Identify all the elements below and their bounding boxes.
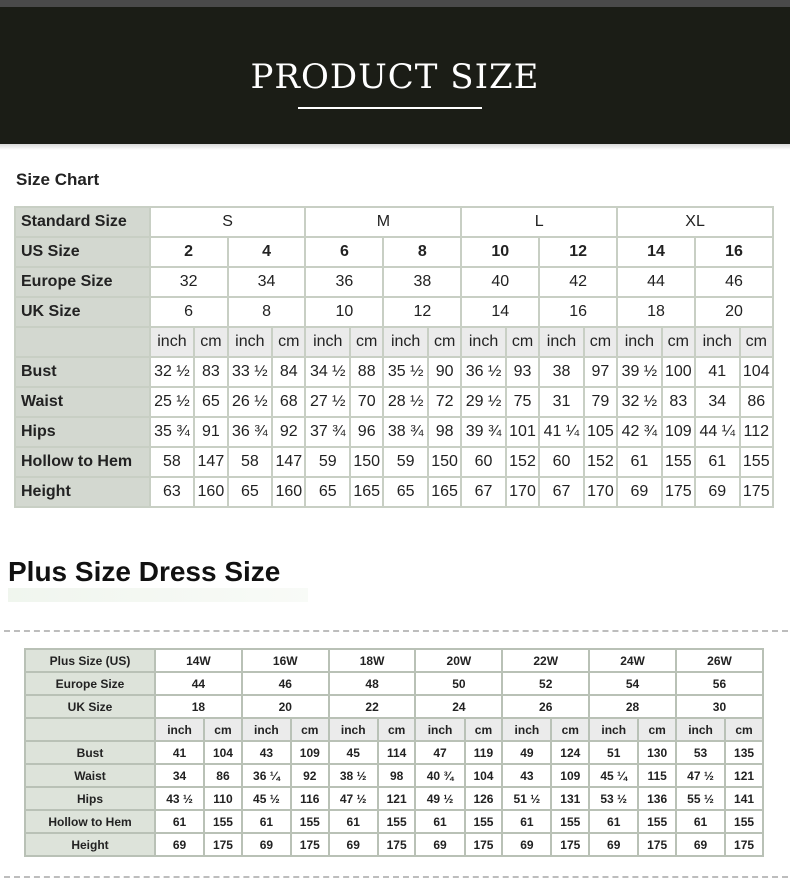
measurement-value: 59	[305, 447, 350, 477]
plus-size-heading: Plus Size Dress Size	[8, 556, 281, 587]
measurement-value: 160	[194, 477, 227, 507]
measurement-value: 91	[194, 417, 227, 447]
plus-measurement-value: 175	[291, 833, 329, 856]
plus-uk-size-cell: 28	[589, 695, 676, 718]
measurement-row	[15, 387, 773, 417]
standard-size-cell: M	[305, 207, 461, 237]
measurement-value: 34 ½	[305, 357, 350, 387]
us-size-cell: 6	[305, 237, 383, 267]
plus-europe-size-row	[25, 672, 763, 695]
europe-size-cell: 42	[539, 267, 617, 297]
measurement-label: Hollow to Hem	[15, 447, 150, 477]
europe-size-label: Europe Size	[15, 267, 150, 297]
unit-cm-cell: cm	[194, 327, 227, 357]
plus-unit-cm-cell: cm	[551, 718, 589, 741]
measurement-value: 170	[584, 477, 617, 507]
plus-measurement-row	[25, 833, 763, 856]
plus-measurement-value: 49 ½	[415, 787, 464, 810]
dashed-divider-bottom	[4, 876, 788, 878]
unit-inch-cell: inch	[228, 327, 273, 357]
measurement-value: 152	[506, 447, 539, 477]
standard-size-cell: L	[461, 207, 617, 237]
unit-inch-cell: inch	[617, 327, 662, 357]
measurement-value: 61	[695, 447, 740, 477]
measurement-value: 150	[428, 447, 461, 477]
us-size-cell: 16	[695, 237, 773, 267]
plus-unit-cm-cell: cm	[725, 718, 763, 741]
plus-measurement-label: Waist	[25, 764, 155, 787]
plus-measurement-value: 51 ½	[502, 787, 551, 810]
measurement-value: 29 ½	[461, 387, 506, 417]
plus-measurement-value: 69	[155, 833, 204, 856]
measurement-value: 98	[428, 417, 461, 447]
measurement-value: 68	[272, 387, 305, 417]
plus-europe-size-cell: 56	[676, 672, 763, 695]
plus-uk-size-cell: 20	[242, 695, 329, 718]
plus-europe-size-cell: 44	[155, 672, 242, 695]
unit-cm-cell: cm	[506, 327, 539, 357]
measurement-value: 32 ½	[150, 357, 195, 387]
europe-size-cell: 38	[383, 267, 461, 297]
plus-measurement-label: Bust	[25, 741, 155, 764]
plus-measurement-value: 155	[638, 810, 676, 833]
measurement-value: 88	[350, 357, 383, 387]
plus-us-size-cell: 16W	[242, 649, 329, 672]
measurement-value: 147	[272, 447, 305, 477]
measurement-value: 38 ¾	[383, 417, 428, 447]
uk-size-cell: 6	[150, 297, 228, 327]
plus-measurement-row	[25, 787, 763, 810]
us-size-row	[15, 237, 773, 267]
europe-size-cell: 34	[228, 267, 306, 297]
plus-measurement-value: 51	[589, 741, 638, 764]
plus-measurement-value: 110	[204, 787, 242, 810]
measurement-value: 28 ½	[383, 387, 428, 417]
europe-size-row	[15, 267, 773, 297]
measurement-value: 63	[150, 477, 195, 507]
measurement-value: 93	[506, 357, 539, 387]
measurement-value: 65	[228, 477, 273, 507]
plus-measurement-value: 116	[291, 787, 329, 810]
measurement-value: 67	[461, 477, 506, 507]
plus-us-size-cell: 26W	[676, 649, 763, 672]
unit-cm-cell: cm	[584, 327, 617, 357]
measurement-value: 105	[584, 417, 617, 447]
unit-inch-cell: inch	[695, 327, 740, 357]
plus-measurement-value: 69	[502, 833, 551, 856]
measurement-value: 67	[539, 477, 584, 507]
measurement-value: 36 ¾	[228, 417, 273, 447]
uk-size-cell: 20	[695, 297, 773, 327]
plus-measurement-row	[25, 810, 763, 833]
unit-cm-cell: cm	[662, 327, 695, 357]
unit-inch-cell: inch	[305, 327, 350, 357]
europe-size-cell: 44	[617, 267, 695, 297]
measurement-value: 60	[539, 447, 584, 477]
plus-measurement-value: 61	[502, 810, 551, 833]
plus-measurement-value: 175	[725, 833, 763, 856]
measurement-label: Height	[15, 477, 150, 507]
plus-measurement-value: 61	[415, 810, 464, 833]
plus-measurement-label: Height	[25, 833, 155, 856]
plus-europe-size-cell: 48	[329, 672, 416, 695]
plus-measurement-value: 53	[676, 741, 725, 764]
plus-measurement-value: 61	[676, 810, 725, 833]
plus-europe-size-cell: 50	[415, 672, 502, 695]
plus-measurement-value: 141	[725, 787, 763, 810]
measurement-value: 39 ¾	[461, 417, 506, 447]
plus-measurement-value: 98	[378, 764, 416, 787]
measurement-value: 31	[539, 387, 584, 417]
plus-measurement-value: 61	[242, 810, 291, 833]
us-size-cell: 10	[461, 237, 539, 267]
us-size-cell: 2	[150, 237, 228, 267]
plus-us-size-cell: 18W	[329, 649, 416, 672]
measurement-value: 38	[539, 357, 584, 387]
measurement-value: 104	[740, 357, 773, 387]
us-size-cell: 4	[228, 237, 306, 267]
plus-measurement-value: 175	[638, 833, 676, 856]
plus-unit-cm-cell: cm	[638, 718, 676, 741]
measurement-value: 35 ½	[383, 357, 428, 387]
uk-size-cell: 10	[305, 297, 383, 327]
measurement-value: 37 ¾	[305, 417, 350, 447]
plus-measurement-value: 175	[465, 833, 503, 856]
unit-row-label	[15, 327, 150, 357]
plus-measurement-value: 124	[551, 741, 589, 764]
plus-measurement-value: 55 ½	[676, 787, 725, 810]
measurement-value: 41	[695, 357, 740, 387]
uk-size-row	[15, 297, 773, 327]
europe-size-cell: 40	[461, 267, 539, 297]
unit-cm-cell: cm	[350, 327, 383, 357]
measurement-value: 25 ½	[150, 387, 195, 417]
measurement-value: 100	[662, 357, 695, 387]
measurement-value: 165	[428, 477, 461, 507]
standard-size-cell: S	[150, 207, 306, 237]
standard-size-cell: XL	[617, 207, 773, 237]
standard-size-row	[15, 207, 773, 237]
plus-measurement-value: 92	[291, 764, 329, 787]
plus-size-table	[24, 648, 764, 857]
unit-inch-cell: inch	[461, 327, 506, 357]
plus-measurement-value: 175	[551, 833, 589, 856]
plus-uk-size-label: UK Size	[25, 695, 155, 718]
measurement-value: 155	[662, 447, 695, 477]
plus-measurement-label: Hips	[25, 787, 155, 810]
product-size-banner	[0, 7, 790, 144]
plus-uk-size-cell: 18	[155, 695, 242, 718]
measurement-value: 65	[383, 477, 428, 507]
measurement-value: 84	[272, 357, 305, 387]
measurement-row	[15, 357, 773, 387]
measurement-value: 70	[350, 387, 383, 417]
plus-measurement-value: 155	[204, 810, 242, 833]
plus-measurement-value: 36 ¼	[242, 764, 291, 787]
plus-unit-cm-cell: cm	[465, 718, 503, 741]
size-chart-table	[14, 206, 774, 508]
plus-measurement-value: 45 ¼	[589, 764, 638, 787]
unit-cm-cell: cm	[428, 327, 461, 357]
plus-europe-size-cell: 52	[502, 672, 589, 695]
plus-unit-inch-cell: inch	[415, 718, 464, 741]
plus-measurement-value: 43 ½	[155, 787, 204, 810]
measurement-value: 109	[662, 417, 695, 447]
measurement-value: 44 ¼	[695, 417, 740, 447]
plus-measurement-value: 61	[155, 810, 204, 833]
plus-measurement-row	[25, 764, 763, 787]
plus-us-size-label: Plus Size (US)	[25, 649, 155, 672]
plus-measurement-value: 115	[638, 764, 676, 787]
plus-measurement-value: 40 ¾	[415, 764, 464, 787]
plus-europe-size-cell: 46	[242, 672, 329, 695]
plus-measurement-value: 43	[242, 741, 291, 764]
measurement-value: 65	[305, 477, 350, 507]
measurement-value: 26 ½	[228, 387, 273, 417]
plus-measurement-value: 175	[204, 833, 242, 856]
plus-measurement-value: 155	[378, 810, 416, 833]
uk-size-cell: 8	[228, 297, 306, 327]
plus-uk-size-row	[25, 695, 763, 718]
plus-measurement-value: 45 ½	[242, 787, 291, 810]
measurement-value: 58	[150, 447, 195, 477]
plus-unit-row-label	[25, 718, 155, 741]
measurement-value: 36 ½	[461, 357, 506, 387]
plus-us-size-cell: 22W	[502, 649, 589, 672]
plus-measurement-value: 43	[502, 764, 551, 787]
plus-unit-inch-cell: inch	[155, 718, 204, 741]
plus-uk-size-cell: 24	[415, 695, 502, 718]
plus-uk-size-cell: 22	[329, 695, 416, 718]
size-chart-heading: Size Chart	[16, 170, 100, 189]
unit-inch-cell: inch	[383, 327, 428, 357]
measurement-value: 112	[740, 417, 773, 447]
plus-measurement-value: 61	[589, 810, 638, 833]
measurement-value: 41 ¼	[539, 417, 584, 447]
plus-measurement-value: 131	[551, 787, 589, 810]
plus-measurement-value: 69	[415, 833, 464, 856]
banner-divider	[0, 144, 790, 150]
plus-measurement-value: 155	[465, 810, 503, 833]
measurement-value: 160	[272, 477, 305, 507]
measurement-value: 96	[350, 417, 383, 447]
measurement-value: 97	[584, 357, 617, 387]
plus-measurement-value: 130	[638, 741, 676, 764]
measurement-value: 83	[194, 357, 227, 387]
plus-measurement-value: 104	[204, 741, 242, 764]
measurement-value: 58	[228, 447, 273, 477]
plus-uk-size-cell: 26	[502, 695, 589, 718]
plus-unit-cm-cell: cm	[204, 718, 242, 741]
plus-measurement-value: 47 ½	[676, 764, 725, 787]
measurement-value: 42 ¾	[617, 417, 662, 447]
plus-europe-size-cell: 54	[589, 672, 676, 695]
uk-size-label: UK Size	[15, 297, 150, 327]
plus-us-size-cell: 14W	[155, 649, 242, 672]
measurement-value: 69	[695, 477, 740, 507]
measurement-value: 101	[506, 417, 539, 447]
measurement-value: 39 ½	[617, 357, 662, 387]
unit-cm-cell: cm	[740, 327, 773, 357]
measurement-label: Waist	[15, 387, 150, 417]
plus-measurement-value: 136	[638, 787, 676, 810]
plus-measurement-value: 69	[329, 833, 378, 856]
plus-measurement-value: 175	[378, 833, 416, 856]
measurement-value: 90	[428, 357, 461, 387]
plus-measurement-value: 104	[465, 764, 503, 787]
top-strip	[0, 0, 790, 7]
measurement-value: 175	[662, 477, 695, 507]
europe-size-cell: 46	[695, 267, 773, 297]
us-size-cell: 12	[539, 237, 617, 267]
plus-measurement-value: 53 ½	[589, 787, 638, 810]
measurement-value: 150	[350, 447, 383, 477]
uk-size-cell: 16	[539, 297, 617, 327]
dashed-divider-top	[4, 630, 788, 632]
measurement-value: 32 ½	[617, 387, 662, 417]
unit-inch-cell: inch	[150, 327, 195, 357]
measurement-value: 69	[617, 477, 662, 507]
plus-unit-inch-cell: inch	[589, 718, 638, 741]
plus-measurement-value: 114	[378, 741, 416, 764]
plus-measurement-value: 86	[204, 764, 242, 787]
europe-size-cell: 36	[305, 267, 383, 297]
plus-measurement-value: 49	[502, 741, 551, 764]
plus-unit-cm-cell: cm	[291, 718, 329, 741]
uk-size-cell: 18	[617, 297, 695, 327]
banner-title: PRODUCT SIZE	[250, 57, 540, 97]
us-size-label: US Size	[15, 237, 150, 267]
plus-unit-inch-cell: inch	[329, 718, 378, 741]
plus-measurement-value: 69	[676, 833, 725, 856]
measurement-value: 35 ¾	[150, 417, 195, 447]
plus-measurement-value: 155	[291, 810, 329, 833]
plus-measurement-value: 119	[465, 741, 503, 764]
plus-measurement-value: 109	[291, 741, 329, 764]
heading-reflection	[8, 588, 308, 602]
banner-underline	[298, 107, 482, 109]
measurement-value: 170	[506, 477, 539, 507]
plus-measurement-value: 61	[329, 810, 378, 833]
uk-size-cell: 14	[461, 297, 539, 327]
measurement-value: 165	[350, 477, 383, 507]
measurement-value: 86	[740, 387, 773, 417]
measurement-value: 27 ½	[305, 387, 350, 417]
measurement-label: Bust	[15, 357, 150, 387]
plus-measurement-value: 155	[551, 810, 589, 833]
plus-europe-size-label: Europe Size	[25, 672, 155, 695]
measurement-value: 34	[695, 387, 740, 417]
measurement-value: 72	[428, 387, 461, 417]
plus-measurement-value: 135	[725, 741, 763, 764]
plus-unit-inch-cell: inch	[676, 718, 725, 741]
plus-measurement-value: 45	[329, 741, 378, 764]
measurement-value: 155	[740, 447, 773, 477]
plus-unit-inch-cell: inch	[502, 718, 551, 741]
plus-us-size-cell: 20W	[415, 649, 502, 672]
plus-measurement-value: 47	[415, 741, 464, 764]
us-size-cell: 14	[617, 237, 695, 267]
europe-size-cell: 32	[150, 267, 228, 297]
plus-measurement-row	[25, 741, 763, 764]
plus-unit-inch-cell: inch	[242, 718, 291, 741]
uk-size-cell: 12	[383, 297, 461, 327]
measurement-value: 147	[194, 447, 227, 477]
plus-measurement-value: 38 ½	[329, 764, 378, 787]
plus-measurement-label: Hollow to Hem	[25, 810, 155, 833]
plus-uk-size-cell: 30	[676, 695, 763, 718]
measurement-row	[15, 417, 773, 447]
measurement-value: 59	[383, 447, 428, 477]
plus-unit-row	[25, 718, 763, 741]
measurement-value: 75	[506, 387, 539, 417]
standard-size-label: Standard Size	[15, 207, 150, 237]
plus-measurement-value: 155	[725, 810, 763, 833]
measurement-value: 33 ½	[228, 357, 273, 387]
unit-cm-cell: cm	[272, 327, 305, 357]
us-size-cell: 8	[383, 237, 461, 267]
plus-measurement-value: 69	[589, 833, 638, 856]
plus-measurement-value: 121	[378, 787, 416, 810]
plus-measurement-value: 41	[155, 741, 204, 764]
plus-measurement-value: 109	[551, 764, 589, 787]
measurement-value: 61	[617, 447, 662, 477]
measurement-value: 175	[740, 477, 773, 507]
measurement-value: 79	[584, 387, 617, 417]
plus-unit-cm-cell: cm	[378, 718, 416, 741]
plus-us-size-row	[25, 649, 763, 672]
measurement-value: 83	[662, 387, 695, 417]
measurement-row	[15, 447, 773, 477]
plus-measurement-value: 34	[155, 764, 204, 787]
unit-inch-cell: inch	[539, 327, 584, 357]
measurement-value: 92	[272, 417, 305, 447]
measurement-label: Hips	[15, 417, 150, 447]
plus-us-size-cell: 24W	[589, 649, 676, 672]
measurement-value: 60	[461, 447, 506, 477]
plus-measurement-value: 69	[242, 833, 291, 856]
measurement-value: 152	[584, 447, 617, 477]
plus-measurement-value: 121	[725, 764, 763, 787]
measurement-row	[15, 477, 773, 507]
unit-row	[15, 327, 773, 357]
plus-measurement-value: 126	[465, 787, 503, 810]
plus-measurement-value: 47 ½	[329, 787, 378, 810]
measurement-value: 65	[194, 387, 227, 417]
